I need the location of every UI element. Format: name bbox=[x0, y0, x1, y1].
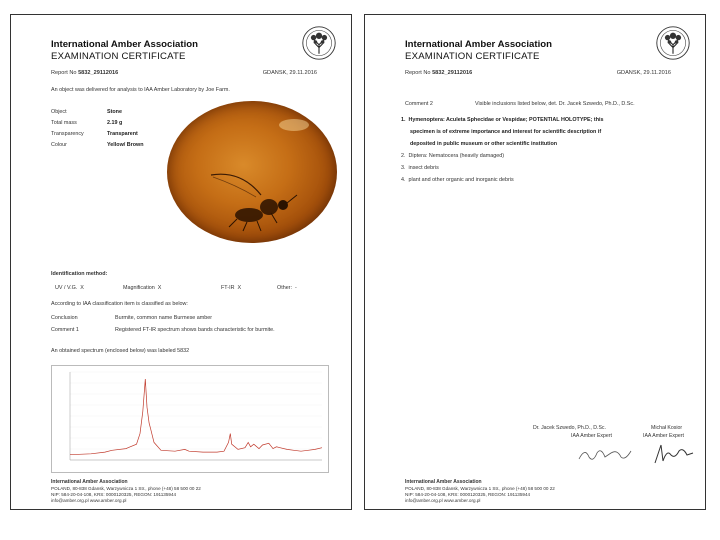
identification-method-label: Identification method: bbox=[51, 271, 108, 277]
report-number-value: 5832_29112016 bbox=[432, 70, 473, 76]
comment-2-value: Visible inclusions listed below, det. Dr. Jacek Szwedo, Ph.D., D.Sc. bbox=[475, 101, 635, 107]
inclusion-text: insect debris bbox=[408, 165, 439, 171]
inclusion-item bbox=[410, 141, 557, 147]
classification-note: According to IAA classification item is classified as below: bbox=[51, 301, 188, 307]
method-mark: X bbox=[237, 285, 242, 291]
prop-label: Total mass bbox=[51, 120, 77, 126]
prop-label: Object bbox=[51, 109, 67, 115]
certificate-page-2 bbox=[364, 14, 706, 510]
certificate-title: EXAMINATION CERTIFICATE bbox=[51, 51, 186, 62]
method-name: Other: bbox=[277, 285, 292, 291]
spectrum-line bbox=[70, 379, 322, 455]
report-number-value: 5832_29112016 bbox=[78, 70, 119, 76]
inclusion-number: 1. bbox=[401, 117, 406, 123]
inclusion-item bbox=[401, 177, 514, 183]
certificate-title: EXAMINATION CERTIFICATE bbox=[405, 51, 540, 62]
inclusion-text: plant and other organic and inorganic debris bbox=[408, 177, 514, 183]
method-uv bbox=[55, 285, 84, 291]
prop-value: Transparent bbox=[107, 131, 138, 137]
amber-highlight bbox=[279, 119, 309, 131]
conclusion-label: Conclusion bbox=[51, 315, 78, 321]
wasp-inclusion-icon bbox=[191, 155, 311, 235]
signatory-1-role: IAA Amber Expert bbox=[571, 433, 612, 439]
organization-name: International Amber Association bbox=[51, 39, 198, 50]
ftir-spectrum-chart bbox=[51, 365, 329, 473]
method-name: FT-IR bbox=[221, 285, 235, 291]
delivery-note: An object was delivered for analysis to IAA Amber Laboratory by Joe Farm. bbox=[51, 87, 230, 93]
footer-registration: NIP: 584-20-04-108, KRS: 0000120325, REGON: 191135944 bbox=[51, 492, 177, 497]
footer-org: International Amber Association bbox=[51, 479, 128, 485]
spectrum-note: An obtained spectrum (enclosed below) was labeled 5832 bbox=[51, 348, 190, 354]
footer-address: POLAND, 80-838 Gdansk, Warzywnicza 1 Str., phone (+48) 58 500 00 22 bbox=[405, 486, 555, 491]
certificate-page-1 bbox=[10, 14, 352, 510]
method-name: UV / V.G. bbox=[55, 285, 78, 291]
comment-label: Comment 1 bbox=[51, 327, 79, 333]
place-date: GDANSK, 29.11.2016 bbox=[616, 70, 671, 76]
iaa-tree-logo-icon bbox=[301, 25, 337, 61]
prop-value: Yellow/ Brown bbox=[107, 142, 144, 148]
report-number bbox=[405, 70, 472, 76]
prop-value: 2.19 g bbox=[107, 120, 123, 126]
inclusion-text: Hymenoptera: Aculeta Sphecidae or Vespidae; POTENTIAL HOLOTYPE; this bbox=[408, 117, 604, 123]
footer-address: POLAND, 80-838 Gdansk, Warzywnicza 1 Str., phone (+48) 58 500 00 22 bbox=[51, 486, 201, 491]
method-mark: X bbox=[157, 285, 162, 291]
method-mark: - bbox=[294, 285, 297, 291]
footer-contact: info@amber.org.pl www.amber.org.pl bbox=[51, 498, 127, 503]
footer-org: International Amber Association bbox=[405, 479, 482, 485]
method-other bbox=[277, 285, 297, 291]
inclusion-item bbox=[401, 153, 504, 159]
inclusion-number: 3. bbox=[401, 165, 406, 171]
signature-1-icon bbox=[575, 443, 635, 465]
method-magnification bbox=[123, 285, 161, 291]
method-mark: X bbox=[80, 285, 84, 291]
method-name: Magnification bbox=[123, 285, 155, 291]
report-number bbox=[51, 70, 118, 76]
method-ftir bbox=[221, 285, 241, 291]
signature-2-icon bbox=[651, 441, 695, 467]
footer-registration: NIP: 584-20-04-108, KRS: 0000120325, REGON: 191135944 bbox=[405, 492, 531, 497]
conclusion-value: Burmite, common name Burmese amber bbox=[115, 315, 213, 321]
footer-contact: info@amber.org.pl www.amber.org.pl bbox=[405, 498, 481, 503]
inclusion-text: Diptera: Nematocera (heavily damaged) bbox=[408, 153, 505, 159]
inclusion-number: 2. bbox=[401, 153, 406, 159]
organization-name: International Amber Association bbox=[405, 39, 552, 50]
prop-label: Transparency bbox=[51, 131, 84, 137]
signatory-2-role: IAA Amber Expert bbox=[643, 433, 684, 439]
report-label: Report No bbox=[405, 70, 431, 76]
inclusion-number: 4. bbox=[401, 177, 406, 183]
comment-value: Registered FT-IR spectrum shows bands characteristic for burmite. bbox=[115, 327, 275, 333]
inclusion-item bbox=[401, 117, 604, 123]
inclusion-text: deposited in public museum or other scientific institution bbox=[410, 141, 558, 147]
place-date: GDANSK, 29.11.2016 bbox=[262, 70, 317, 76]
signatory-2-name: Michał Kosior bbox=[651, 425, 683, 431]
comment-2-label: Comment 2 bbox=[405, 101, 433, 107]
inclusion-item bbox=[410, 129, 601, 135]
inclusion-item bbox=[401, 165, 439, 171]
prop-label: Colour bbox=[51, 142, 67, 148]
prop-value: Stone bbox=[107, 109, 122, 115]
signatory-1-name: Dr. Jacek Szwedo, Ph.D., D.Sc. bbox=[533, 425, 606, 431]
report-label: Report No bbox=[51, 70, 77, 76]
inclusion-text: specimen is of extreme importance and interest for scientific description if bbox=[410, 129, 602, 135]
iaa-tree-logo-icon bbox=[655, 25, 691, 61]
